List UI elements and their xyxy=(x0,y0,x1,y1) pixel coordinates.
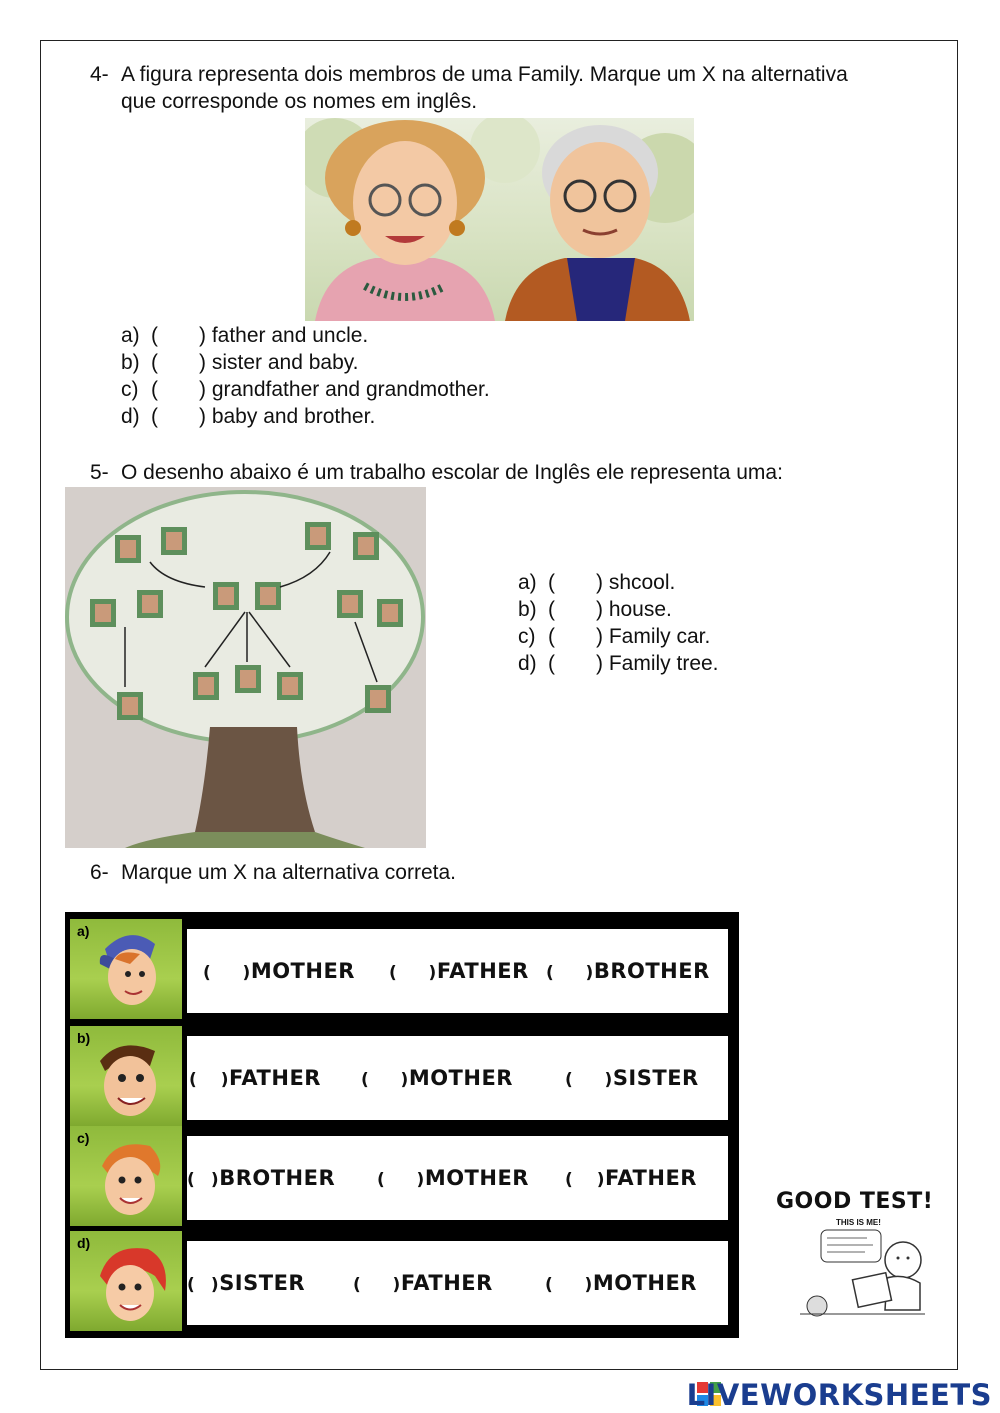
q6-row-a-choices xyxy=(187,929,728,1013)
q5-option-a: a) ( ) shcool. xyxy=(518,571,676,594)
q4-text-line2: que corresponde os nomes em inglês. xyxy=(121,90,478,113)
man-face-image: b) xyxy=(70,1026,182,1126)
boy-face-image: c) xyxy=(70,1126,182,1226)
q6-c-choice-2[interactable]: ( )MOTHER xyxy=(377,1166,529,1190)
q6-b-choice-2[interactable]: ( )MOTHER xyxy=(361,1066,513,1090)
q5-option-d-checkbox[interactable]: ( xyxy=(548,652,555,675)
reading-kid-image xyxy=(795,1218,933,1318)
q5-option-d: d) ( ) Family tree. xyxy=(518,652,719,675)
q6-row-a xyxy=(70,919,734,1019)
q5-option-c-checkbox[interactable]: ( xyxy=(548,625,555,648)
q6-d-choice-3[interactable]: ( )MOTHER xyxy=(545,1271,697,1295)
q5-text: O desenho abaixo é um trabalho escolar de Inglês ele representa uma: xyxy=(121,461,783,484)
q4-option-a: a) ( ) father and uncle. xyxy=(121,324,369,347)
q6-row-c-choices xyxy=(187,1136,728,1220)
q6-c-choice-3[interactable]: ( )FATHER xyxy=(565,1166,697,1190)
grandparents-image xyxy=(305,118,694,321)
q4-option-b-checkbox[interactable]: ( xyxy=(151,351,158,374)
q6-a-choice-1[interactable]: ( )MOTHER xyxy=(203,959,355,983)
q6-number: 6- xyxy=(90,861,109,884)
good-test-heading: GOOD TEST! xyxy=(776,1189,934,1214)
q6-a-choice-3[interactable]: ( )BROTHER xyxy=(546,959,710,983)
q6-row-d-choices xyxy=(187,1241,728,1325)
q4-option-b: b) ( ) sister and baby. xyxy=(121,351,359,374)
q6-a-choice-2[interactable]: ( )FATHER xyxy=(389,959,529,983)
q6-row-d xyxy=(70,1231,734,1331)
q4-number: 4- xyxy=(90,63,109,86)
q5-option-a-checkbox[interactable]: ( xyxy=(548,571,555,594)
liveworksheets-brand[interactable]: LIVEWORKSHEETS xyxy=(686,1378,992,1412)
q5-option-c: c) ( ) Family car. xyxy=(518,625,711,648)
q5-number: 5- xyxy=(90,461,109,484)
q6-d-choice-1[interactable]: ( )SISTER xyxy=(187,1271,306,1295)
this-is-me-label: THIS IS ME! xyxy=(836,1218,881,1227)
girl-face-image: d) xyxy=(70,1231,182,1331)
q5-option-b-checkbox[interactable]: ( xyxy=(548,598,555,621)
q6-c-choice-1[interactable]: ( )BROTHER xyxy=(187,1166,336,1190)
family-tree-image xyxy=(65,487,426,848)
q4-option-c: c) ( ) grandfather and grandmother. xyxy=(121,378,490,401)
q6-row-b xyxy=(70,1026,734,1126)
q4-text-line1: A figura representa dois membros de uma Family. Marque um X na alternativa xyxy=(121,63,848,86)
q6-d-choice-2[interactable]: ( )FATHER xyxy=(353,1271,493,1295)
q6-row-b-choices xyxy=(187,1036,728,1120)
q6-text: Marque um X na alternativa correta. xyxy=(121,861,456,884)
q6-row-c xyxy=(70,1126,734,1226)
q4-option-d: d) ( ) baby and brother. xyxy=(121,405,376,428)
q6-b-choice-1[interactable]: ( )FATHER xyxy=(189,1066,321,1090)
q4-option-d-checkbox[interactable]: ( xyxy=(151,405,158,428)
q4-option-c-checkbox[interactable]: ( xyxy=(151,378,158,401)
boy-cap-face-image: a) xyxy=(70,919,182,1019)
q5-option-b: b) ( ) house. xyxy=(518,598,672,621)
q6-b-choice-3[interactable]: ( )SISTER xyxy=(565,1066,699,1090)
q4-option-a-checkbox[interactable]: ( xyxy=(151,324,158,347)
q6-table xyxy=(65,912,739,1338)
